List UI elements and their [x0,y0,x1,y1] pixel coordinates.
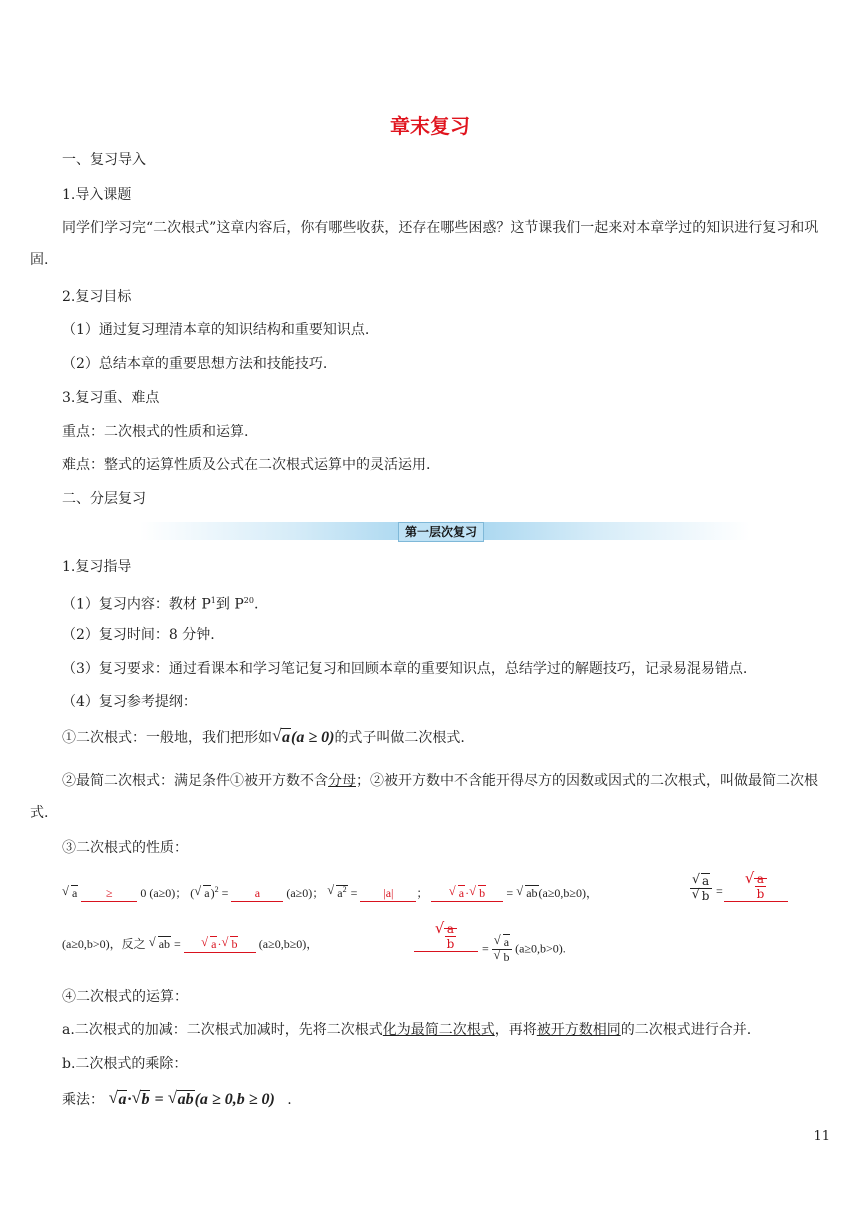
addition-rule: a.二次根式的加减：二次根式加减时，先将二次根式化为最简二次根式，再将被开方数相同的二次根式进行合并. [62,1022,752,1038]
subheading-topic: 1.导入课题 [62,187,132,203]
goal-2: （2）总结本章的重要思想方法和技能技巧. [62,356,328,372]
outline-item-3: ③二次根式的性质： [62,840,188,856]
answer-sqrt-fraction-2: √ $\frac{a}{b}$ [414,922,478,952]
property-row-1: √ a ≥ 0 (a≥0)； (√ a)$^2$ = a (a≥0)； √ $a^2 = |a|$ ； √ a·√ b = √ ab(a≥0,b≥0)， [62,884,598,902]
review-content: （1）复习内容：教材 $P^1$到 $P^{20}$. [62,596,259,613]
guide-heading: 1.复习指导 [62,559,132,575]
key-point: 重点：二次根式的性质和运算. [62,424,249,440]
review-outline: （4）复习参考提纲： [62,694,197,710]
review-requirement: （3）复习要求：通过看课本和学习笔记复习和回顾本章的重要知识点，总结学过的解题技巧，记录易混易错点. [62,661,748,677]
eq-sign-row-1: = [716,884,723,898]
multiplication-rule: 乘法： √ a·√ b = √ ab(a ≥ 0,b ≥ 0) . [62,1090,292,1110]
outline-item-1: ①二次根式：一般地，我们把形如√ a(a ≥ 0)的式子叫做二次根式. [62,728,465,748]
page-number: 11 [813,1129,830,1144]
difficult-point: 难点：整式的运算性质及公式在二次根式运算中的灵活运用. [62,457,431,473]
fraction-sqrt-a-over-sqrt-b: √ a √ b [690,874,712,903]
property-row-2: (a≥0,b>0)，反之 √ ab = √ a·√ b (a≥0,b≥0)， [62,935,318,953]
intro-paragraph: 同学们学习完“二次根式”这章内容后，你有哪些收获，还存在哪些困惑？这节课我们一起来对本章学过的知识进行复习和巩固. [30,220,819,268]
page-title: 章末复习 [390,114,470,138]
banner-label: 第一层次复习 [398,522,484,542]
goal-1: （1）通过复习理清本章的知识结构和重要知识点. [62,322,370,338]
outline-item-4: ④二次根式的运算： [62,989,188,1005]
property-row-2-tail: = √ a √ b (a≥0,b>0). [482,935,566,964]
answer-sqrt-fraction: √ $\frac{a}{b}$ [724,872,788,902]
section-heading-intro: 一、复习导入 [62,152,146,168]
subheading-keypoints: 3.复习重、难点 [62,390,160,406]
subheading-goals: 2.复习目标 [62,289,132,305]
outline-item-2: ②最简二次根式：满足条件①被开方数不含分母；②被开方数中不含能开得尽方的因数或因式的二次根式，叫做最简二次根式. [30,773,818,821]
section-heading-layered: 二、分层复习 [62,491,146,507]
review-time: （2）复习时间：8 分钟. [62,627,215,643]
multiplication-heading: b.二次根式的乘除： [62,1056,188,1072]
